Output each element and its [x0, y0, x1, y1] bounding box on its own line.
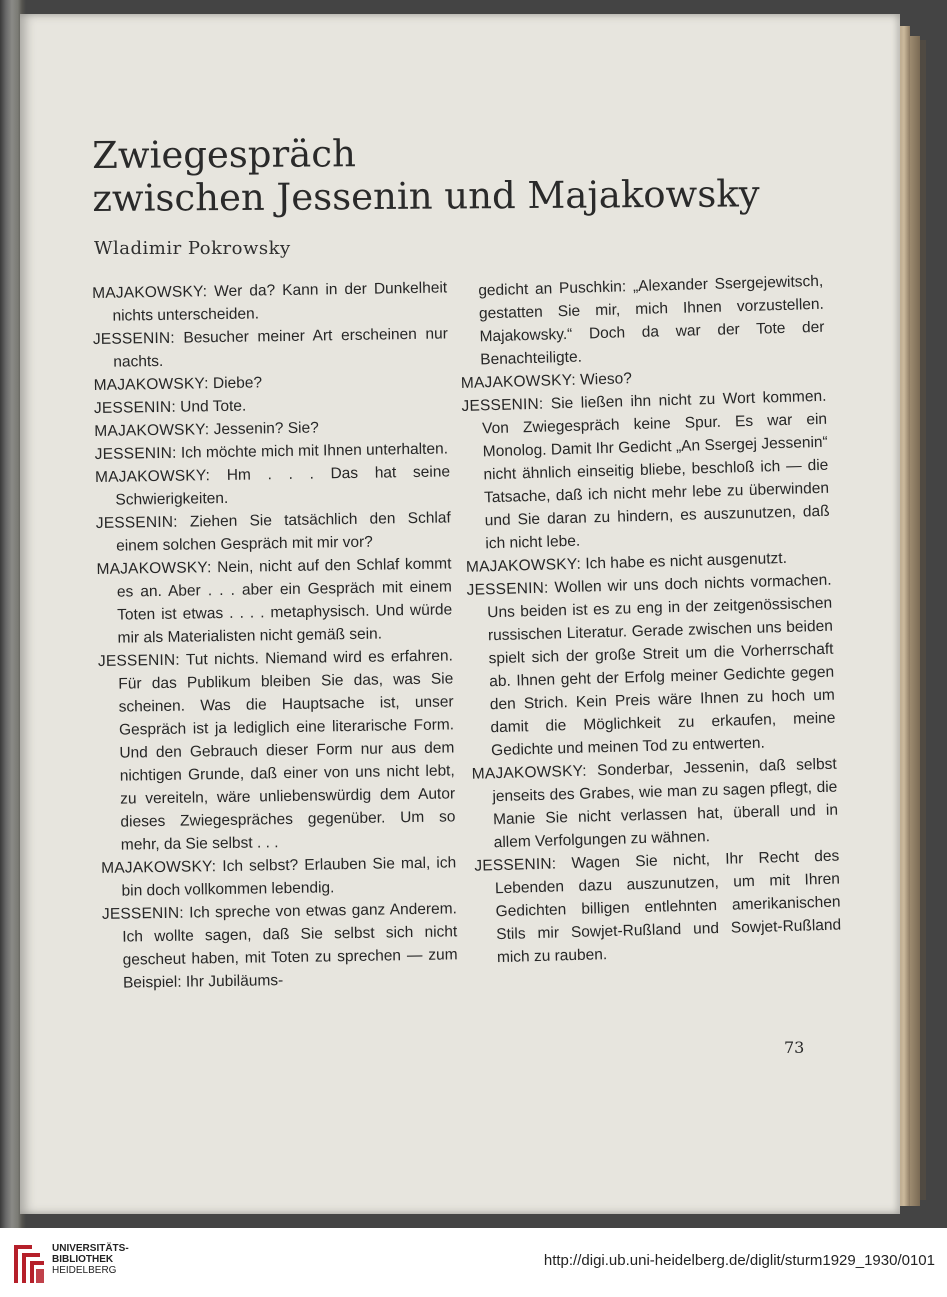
- logo-line: UNIVERSITÄTS-: [52, 1243, 129, 1254]
- speaker-label: JESSENIN:: [461, 395, 544, 415]
- dialogue-text: Hm . . . Das hat seine Schwierigkeiten.: [115, 463, 451, 509]
- dialogue-line: [93, 322, 449, 374]
- page-number: 73: [784, 1038, 805, 1057]
- speaker-label: JESSENIN:: [95, 513, 178, 532]
- dialogue-line: [96, 552, 452, 650]
- dialogue-line: [92, 276, 448, 328]
- article-title: [92, 129, 760, 220]
- page-edge: [910, 36, 920, 1206]
- dialogue-line: [466, 569, 836, 763]
- speaker-label: JESSENIN:: [474, 855, 557, 875]
- speaker-label: MAJAKOWSKY:: [93, 375, 209, 394]
- dialogue-line: [474, 845, 842, 970]
- book-page: [20, 14, 900, 1214]
- speaker-label: MAJAKOWSKY:: [460, 371, 577, 392]
- dialogue-text: Und Tote.: [175, 397, 247, 416]
- dialogue-text: Wer da? Kann in der Dunkelheit nichts unterscheiden.: [112, 279, 448, 325]
- speaker-label: MAJAKOWSKY:: [92, 283, 208, 302]
- speaker-label: JESSENIN:: [94, 444, 177, 463]
- dialogue-text: Jessenin? Sie?: [209, 419, 319, 439]
- dialogue-line: [102, 897, 458, 995]
- dialogue-line: [461, 385, 830, 556]
- page-edge: [920, 40, 926, 1200]
- dialogue-text: Ich habe es nicht ausgenutzt.: [580, 549, 788, 573]
- continued-text: gedicht an Puschkin: „Alexander Ssergejewitsch, gestatten Sie mir, mich Ihnen vorzustellen. Majakowsky.“ Doch da war der Tote der Benachteiligte.: [478, 272, 825, 369]
- speaker-label: MAJAKOWSKY:: [94, 467, 211, 486]
- dialogue-text: Sonderbar, Jessenin, daß selbst jenseits des Grabes, wie man zu sagen pflegt, die Manie Sie nicht verlassen hat, überall und in allem Verfolgungen zu wähnen.: [492, 755, 839, 852]
- dialogue-text: Sie ließen ihn nicht zu Wort kommen. Von Zwiegespräch keine Spur. Es war ein Monolog. Damit Ihr Gedicht „An Ssergej Jessenin“ nicht ähnlich einseitig bliebe, beschloß ich — die Tatsache, daß ich nicht mehr lebe zu überwinden und Sie daran zu hindern, es auszunutzen, daß ich nicht lebe.: [481, 387, 830, 553]
- dialogue-line: [471, 753, 838, 855]
- speaker-label: MAJAKOWSKY:: [465, 555, 582, 576]
- dialogue-text: Ziehen Sie tatsächlich den Schlaf einem solchen Gespräch mit mir vor?: [116, 509, 451, 555]
- library-logo-icon: [10, 1237, 46, 1287]
- speaker-label: JESSENIN:: [466, 579, 549, 599]
- right-column: [458, 270, 842, 970]
- speaker-label: JESSENIN:: [92, 329, 175, 348]
- dialogue-text: Diebe?: [208, 374, 263, 393]
- dialogue-text: Ich spreche von etwas ganz Anderem. Ich wollte sagen, daß Sie selbst sich nicht gescheut haben, mit Toten zu sprechen — zum Beispiel: Ihr Jubiläums-: [122, 900, 458, 992]
- speaker-label: JESSENIN:: [97, 651, 180, 670]
- dialogue-text: Ich möchte mich mit Ihnen unterhalten.: [176, 440, 449, 462]
- source-url: http://digi.ub.uni-heidelberg.de/diglit/sturm1929_1930/0101: [543, 1252, 935, 1269]
- speaker-label: JESSENIN:: [93, 398, 177, 417]
- speaker-label: MAJAKOWSKY:: [96, 559, 212, 578]
- dialogue-text: Besucher meiner Art erscheinen nur nachts.: [113, 325, 448, 371]
- dialogue-line: [96, 506, 452, 558]
- dialogue-text: Nein, nicht auf den Schlaf kommt es an. Aber . . . aber ein Gespräch mit einem Toten ist etwas . . . . metaphysisch. Und würde mir als Materialisten nicht gemäß sein.: [116, 555, 453, 647]
- speaker-label: MAJAKOWSKY:: [94, 421, 210, 440]
- speaker-label: MAJAKOWSKY:: [471, 762, 588, 783]
- logo-line: BIBLIOTHEK: [52, 1254, 114, 1265]
- logo-line: HEIDELBERG: [52, 1265, 117, 1276]
- dialogue-line: [101, 851, 457, 903]
- dialogue-text: Wollen wir uns doch nichts vormachen. Uns beiden ist es zu eng in der zeitgenössischen russischen Literatur. Gerade zwischen uns beiden spielt sich der große Streit um die Vorherrschaft ab. Ihnen geht der Erfolg meiner Gedichte gegen den Strich. Kein Preis wäre Ihnen zu hoch um damit die Möglichkeit zu erkaufen, meine Gedichte und meinen Tod zu entwerten.: [487, 571, 836, 760]
- dialogue-text: Wagen Sie nicht, Ihr Recht des Lebenden dazu auszunutzen, um mit Ihren Gedichten billigen entlehnten amerikanischen Stils mir Sowjet-Rußland und Sowjet-Rußland mich zu rauben.: [494, 847, 842, 967]
- speaker-label: JESSENIN:: [101, 904, 184, 923]
- left-column: [92, 276, 458, 994]
- title-line-2: zwischen Jessenin und Majakowsky: [92, 172, 760, 220]
- dialogue-line: [98, 644, 456, 857]
- viewer-footer: [0, 1228, 947, 1297]
- dialogue-line: [95, 460, 451, 512]
- dialogue-text: Wieso?: [575, 370, 633, 389]
- dialogue-text: Tut nichts. Niemand wird es erfahren. Für das Publikum bleiben Sie das, was Sie scheinen. Was die Hauptsache ist, unser Gespräch ist ja lediglich eine literarische Form. Und den Gebrauch dieser Form nur aus dem nichtigen Grunde, daß einer von uns nicht lebt, zu vereiteln, wäre unliebenswürdig dem Autor dieses Zwiegespräches gegenüber. Um so mehr, da Sie selbst . . .: [118, 647, 456, 854]
- library-logo-text: [52, 1243, 129, 1276]
- speaker-label: MAJAKOWSKY:: [101, 858, 217, 877]
- author-name: Wladimir Pokrowsky: [94, 238, 291, 259]
- dialogue-text: Ich selbst? Erlauben Sie mal, ich bin doch vollkommen lebendig.: [121, 854, 457, 900]
- title-line-1: Zwiegespräch: [92, 132, 356, 177]
